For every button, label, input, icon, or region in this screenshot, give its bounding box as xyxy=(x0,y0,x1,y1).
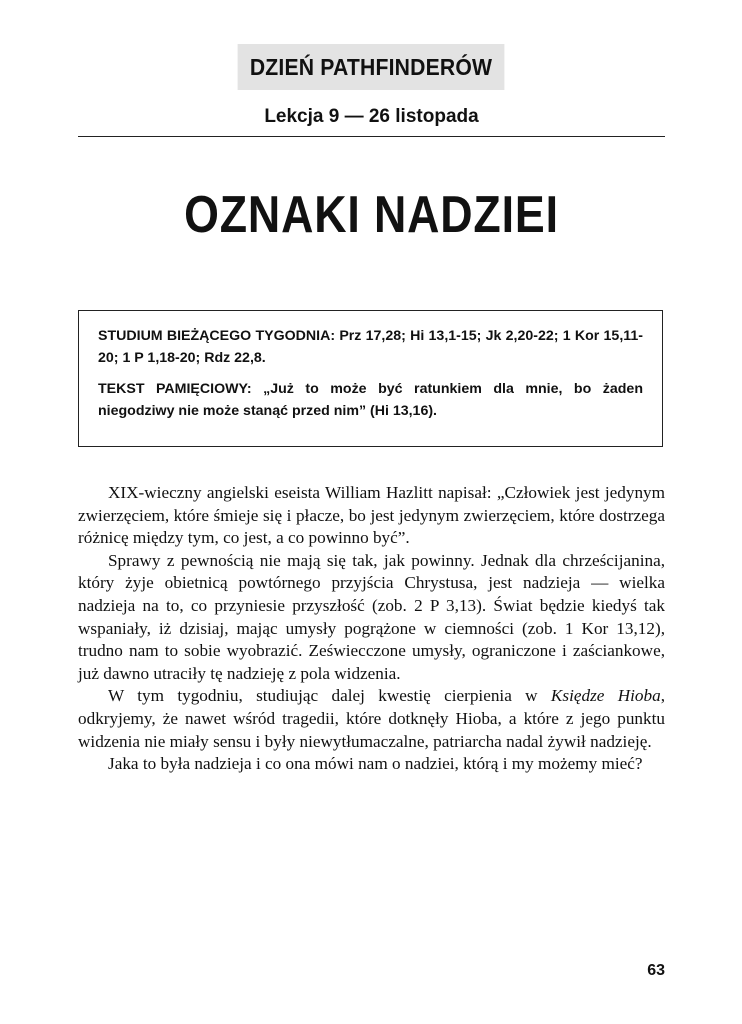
memory-verse-label: TEKST PAMIĘCIOWY: xyxy=(98,381,252,397)
banner-text: DZIEŃ PATHFINDERÓW xyxy=(249,53,493,80)
weekly-study-refs: Prz 17,28; Hi 13,1-15; Jk 2,20-22; 1 Kor 15,11-20; 1 P 1,18-20; Rdz 22,8. xyxy=(98,328,643,366)
paragraph-2: Sprawy z pewnością nie mają się tak, jak powinny. Jednak dla chrześcijanina, który żyje obietnicą powtórnego przyjścia Chrystusa, jest nadzieja — wielka nadzieja na to, co przyniesie przyszłość (zob. 2 P 3,13). Świat będzie kiedyś tak wspaniały, iż dzisiaj, mając umysły pogrążone w ciemności (zob. 1 Kor 13,12), trudno nam to sobie wyobrazić. Zeświecczone umysły, ograniczone i zaściankowe, już dawno utraciły tę nadzieję z pola widzenia. xyxy=(78,550,665,683)
memory-verse-text: „Już to może być ratunkiem dla mnie, bo żaden niegodziwy nie może stanąć przed nim” (Hi 13,16). xyxy=(98,381,643,419)
body-text xyxy=(78,482,665,776)
paragraph-1: XIX-wieczny angielski eseista William Hazlitt napisał: „Człowiek jest jedynym zwierzęciem, które śmieje się i płacze, bo jest jedynym zwierzęciem, które dostrzega różnicę między tym, co jest, a co powinno być”. xyxy=(78,483,665,548)
memory-verse xyxy=(98,378,643,422)
paragraph-4: Jaka to była nadzieja i co ona mówi nam o nadziei, którą i my możemy mieć? xyxy=(108,754,643,774)
book-title: Księdze Hioba xyxy=(550,686,661,706)
section-banner xyxy=(238,44,505,90)
page-number: 63 xyxy=(647,962,665,979)
paragraph-3 xyxy=(78,685,665,753)
header-divider xyxy=(78,136,665,137)
paragraph-3-end: , odkryjemy, że nawet wśród tragedii, które dotknęły Hioba, a które z jego punktu widzenia nie miały sensu i były niewytłumaczalne, patriarcha nadal żywił nadzieję. xyxy=(78,686,665,751)
paragraph-3-start: W tym tygodniu, studiując dalej kwestię cierpienia w xyxy=(108,686,551,706)
study-box xyxy=(78,310,663,447)
page-title: OZNAKI NADZIEI xyxy=(184,186,559,244)
weekly-study xyxy=(98,325,643,369)
lesson-subtitle: Lekcja 9 — 26 listopada xyxy=(264,106,479,127)
weekly-study-label: STUDIUM BIEŻĄCEGO TYGODNIA: xyxy=(98,328,336,344)
